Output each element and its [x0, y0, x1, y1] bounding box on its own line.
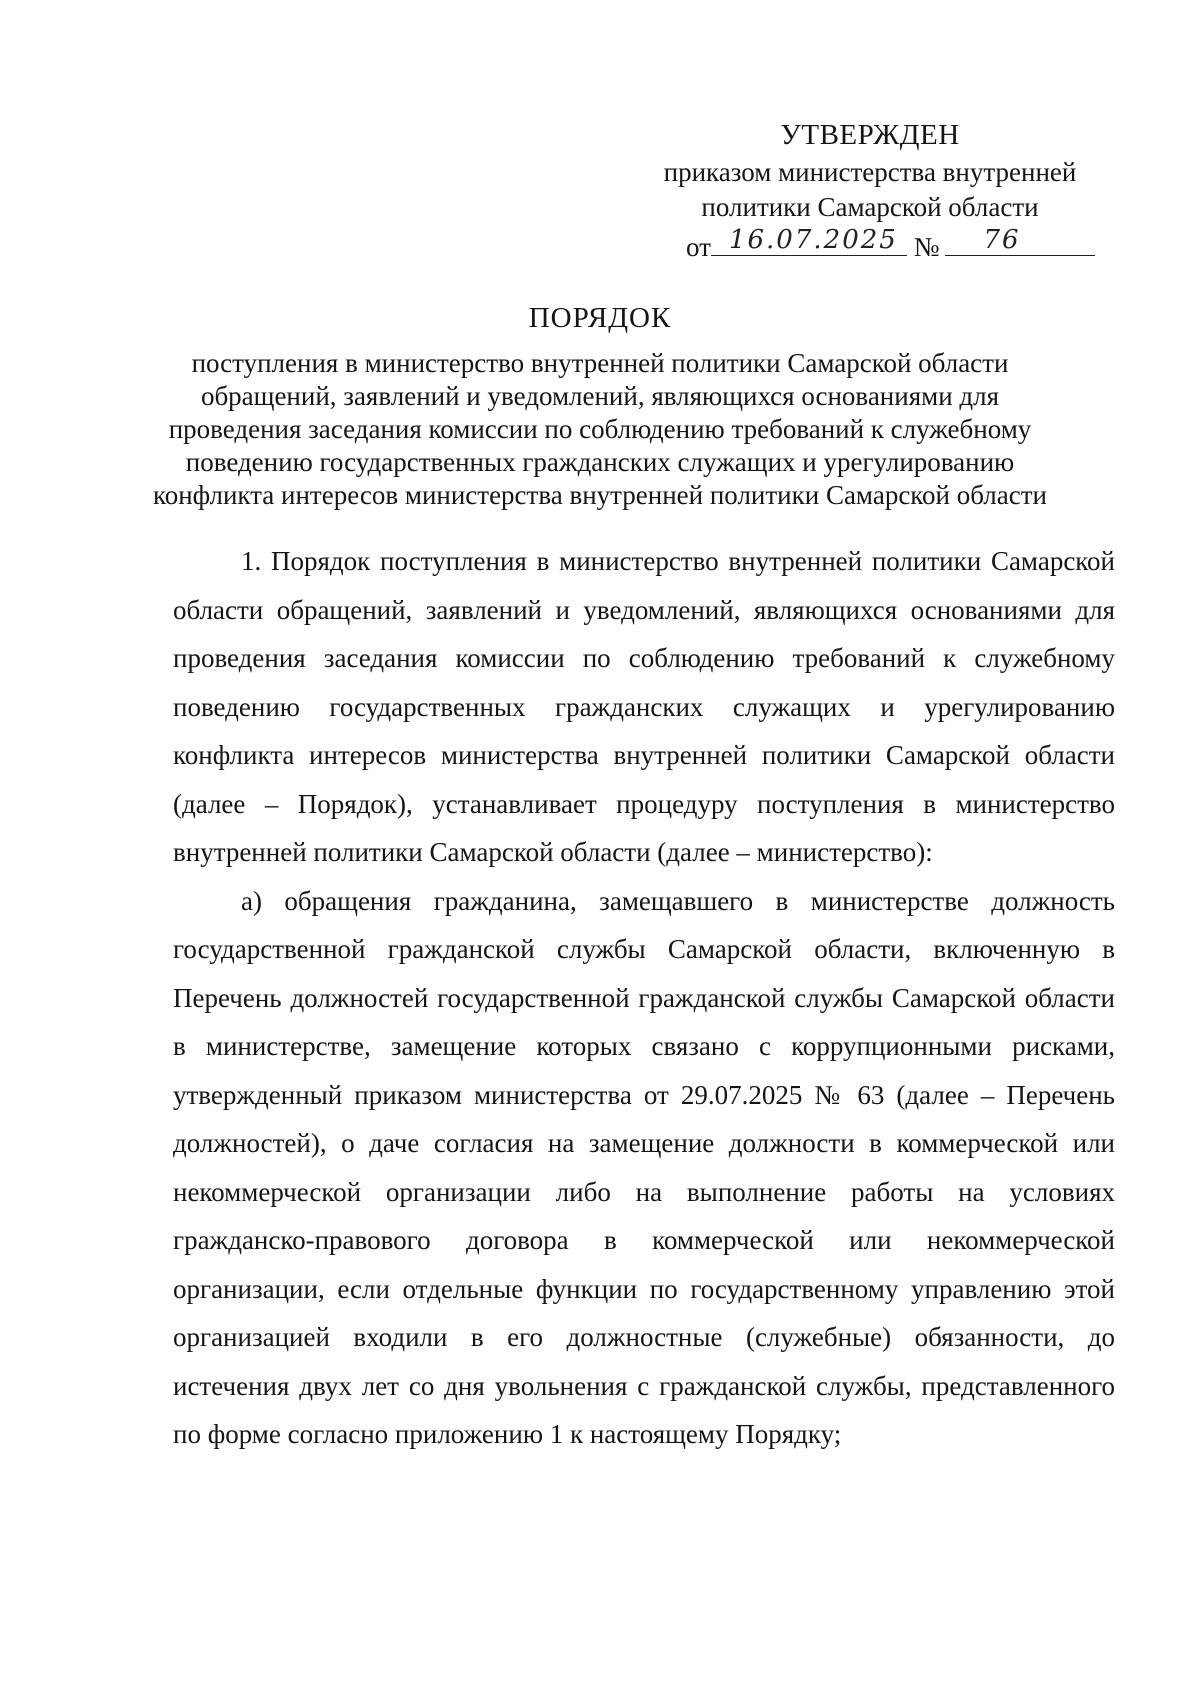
paragraph-1a: а) обращения гражданина, замещавшего в министерстве должность государственной гражданской службы Самарской области, включенную в Перечень должностей государственной гражданской службы Самарской области в министерстве, замещение которых связано с коррупционными рисками, утвержденный приказом министерства от 29.07.2025 № 63 (далее – Перечень должностей), о даче согласия на замещение должности в коммерческой или некоммерческой организации либо на выполнение работы на условиях гражданско-правового договора в коммерческой или некоммерческой организации, если отдельные функции по государственному управлению этой организацией входили в его должностные (служебные) обязанности, до истечения двух лет со дня увольнения с гражданской службы, представленного по форме согласно приложению 1 к настоящему Порядку; — [173, 885, 1115, 1449]
date-blank — [711, 225, 907, 256]
subtitle-line: поведению государственных гражданских служащих и урегулированию — [185, 447, 1015, 477]
approval-stamp-block — [640, 118, 1100, 265]
approval-title: УТВЕРЖДЕН — [780, 119, 960, 151]
document-title: ПОРЯДОК — [528, 302, 672, 334]
paragraph-1: 1. Порядок поступления в министерство внутренней политики Самарской области обращений, заявлений и уведомлений, являющихся основаниями для проведения заседания комиссии по соблюдению требований к служебному поведению государственных гражданских служащих и урегулированию конфликта интересов министерства внутренней политики Самарской области (далее – Порядок), устанавливает процедуру поступления в министерство внутренней политики Самарской области (далее – министерство): — [173, 546, 1115, 867]
order-date-number-line — [640, 225, 1100, 265]
handwritten-number: 76 — [983, 225, 1021, 255]
subtitle-line: проведения заседания комиссии по соблюдению требований к служебному — [168, 414, 1032, 444]
approval-line-2: политики Самарской области — [701, 192, 1039, 222]
number-sign: № — [913, 232, 940, 262]
handwritten-date: 16.07.2025 — [728, 225, 898, 255]
subtitle-line: поступления в министерство внутренней политики Самарской области — [191, 348, 1009, 378]
subtitle-line: конфликта интересов министерства внутренней политики Самарской области — [152, 480, 1048, 510]
document-body — [173, 537, 1115, 1459]
document-subtitle — [150, 347, 1050, 512]
date-prefix: от — [686, 232, 711, 262]
approval-line-1: приказом министерства внутренней — [663, 157, 1077, 187]
number-blank — [945, 225, 1095, 256]
subtitle-line: обращений, заявлений и уведомлений, являющихся основаниями для — [200, 381, 1000, 411]
